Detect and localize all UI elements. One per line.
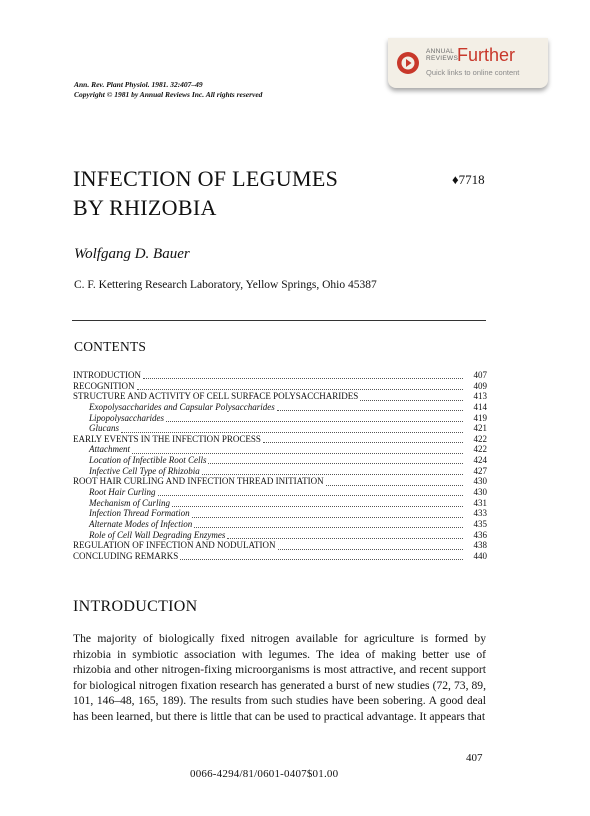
toc-entry-page: 407	[473, 370, 487, 380]
toc-entry-label: STRUCTURE AND ACTIVITY OF CELL SURFACE POLYSACCHARIDES	[73, 391, 359, 402]
toc-entry-page: 436	[473, 529, 487, 540]
toc-entry-label: ROOT HAIR CURLING AND INFECTION THREAD INITIATION	[73, 476, 324, 487]
toc-entry	[73, 370, 487, 381]
toc-entry-page: 421	[473, 423, 487, 434]
toc-entry	[73, 455, 487, 466]
divider	[72, 320, 486, 321]
toc-entry-label: Location of Infectible Root Cells	[89, 455, 207, 466]
toc-leader-dots	[202, 467, 463, 475]
toc-entry-label: Alternate Modes of Infection	[89, 518, 193, 529]
toc-entry	[73, 476, 487, 487]
toc-leader-dots	[180, 552, 463, 560]
toc-entry-page: 430	[473, 476, 487, 487]
citation	[74, 80, 262, 100]
toc-leader-dots	[172, 499, 463, 507]
banner-text	[426, 43, 544, 83]
toc-entry-label: INTRODUCTION	[73, 370, 141, 380]
toc-entry-label: Role of Cell Wall Degrading Enzymes	[89, 529, 226, 540]
toc-entry-page: 413	[473, 391, 487, 402]
toc-entry-label: EARLY EVENTS IN THE INFECTION PROCESS	[73, 433, 261, 444]
toc-entry-page: 427	[473, 465, 487, 476]
article-title	[73, 164, 338, 222]
toc-leader-dots	[263, 435, 463, 443]
toc-entry-page: 430	[473, 487, 487, 498]
toc-leader-dots	[132, 446, 463, 454]
contents-heading: CONTENTS	[74, 339, 147, 354]
citation-copyright: Copyright © 1981 by Annual Reviews Inc. All rights reserved	[74, 90, 263, 99]
title-line-1: INFECTION OF LEGUMES	[73, 166, 339, 191]
toc-entry-label: RECOGNITION	[73, 380, 135, 391]
table-of-contents	[73, 370, 487, 562]
toc-entry	[73, 519, 487, 530]
toc-entry	[73, 530, 487, 541]
article-code: 0066-4294/81/0601-0407$01.00	[190, 768, 339, 780]
annual-reviews-logo-icon	[396, 51, 420, 75]
toc-leader-dots	[227, 531, 463, 539]
toc-entry	[73, 487, 487, 498]
toc-entry-page: 431	[473, 497, 487, 508]
toc-entry-page: 422	[473, 444, 487, 455]
toc-entry-label: Lipopolysaccharides	[89, 412, 164, 423]
toc-entry	[73, 381, 487, 392]
banner-further: Further	[457, 45, 516, 65]
title-line-2: BY RHIZOBIA	[73, 195, 217, 220]
toc-entry	[73, 413, 487, 424]
toc-leader-dots	[121, 425, 463, 433]
introduction-body: The majority of biologically fixed nitrogen available for agriculture is formed by rhizobia in symbiotic association with legumes. The idea of making better use of rhizobia and other nitrogen-fixing microorganisms is most attractive, and recent support for biological nitrogen fixation research has generated a burst of new studies (72, 73, 89, 101, 146–48, 165, 189). The results from such studies have been sobering. A good deal has been learned, but there is little that can be used to practical advantage. It appears that	[73, 632, 486, 723]
toc-leader-dots	[360, 393, 463, 401]
toc-entry-label: Infective Cell Type of Rhizobia	[89, 465, 200, 476]
toc-leader-dots	[277, 403, 463, 411]
toc-entry-page: 419	[473, 412, 487, 423]
toc-entry	[73, 402, 487, 413]
toc-entry-label: Attachment	[89, 444, 130, 455]
toc-entry-label: Exopolysaccharides and Capsular Polysaccharides	[89, 401, 275, 412]
toc-leader-dots	[137, 382, 464, 390]
toc-entry-label: Infection Thread Formation	[89, 508, 190, 519]
page-number: 407	[466, 752, 483, 764]
toc-entry-label: CONCLUDING REMARKS	[73, 550, 179, 561]
toc-entry	[73, 423, 487, 434]
toc-leader-dots	[326, 478, 463, 486]
toc-entry-page: 422	[473, 433, 487, 444]
article-number: ♦7718	[452, 172, 485, 187]
author-name: Wolfgang D. Bauer	[74, 246, 190, 262]
introduction-heading: INTRODUCTION	[73, 598, 198, 615]
toc-entry-page: 409	[473, 380, 487, 391]
toc-leader-dots	[158, 488, 463, 496]
toc-entry	[73, 391, 487, 402]
toc-entry	[73, 498, 487, 509]
toc-leader-dots	[278, 542, 464, 550]
toc-entry	[73, 508, 487, 519]
toc-entry-page: 440	[473, 550, 487, 561]
toc-entry	[73, 434, 487, 445]
banner-quick-links: Quick links to online content	[426, 68, 520, 77]
toc-entry-label: Glucans	[89, 423, 119, 434]
toc-entry	[73, 444, 487, 455]
toc-leader-dots	[143, 371, 463, 379]
toc-entry-page: 433	[473, 508, 487, 519]
citation-journal: Ann. Rev. Plant Physiol. 1981. 32:407–49	[74, 80, 203, 89]
author-affiliation: C. F. Kettering Research Laboratory, Yellow Springs, Ohio 45387	[74, 279, 377, 291]
toc-entry	[73, 540, 487, 551]
toc-leader-dots	[194, 520, 463, 528]
toc-entry-label: Root Hair Curling	[89, 487, 156, 498]
banner-annual-reviews: ANNUAL REVIEWS	[426, 48, 459, 62]
toc-leader-dots	[208, 456, 463, 464]
toc-entry-label: Mechanism of Curling	[89, 497, 170, 508]
toc-entry-label: REGULATION OF INFECTION AND NODULATION	[73, 540, 276, 551]
toc-entry	[73, 551, 487, 562]
toc-entry-page: 414	[473, 401, 487, 412]
toc-entry-page: 438	[473, 540, 487, 551]
toc-entry-page: 435	[473, 518, 487, 529]
toc-leader-dots	[166, 414, 463, 422]
toc-leader-dots	[192, 510, 463, 518]
toc-entry	[73, 466, 487, 477]
further-banner-link[interactable]	[388, 38, 548, 88]
toc-entry-page: 424	[473, 455, 487, 466]
